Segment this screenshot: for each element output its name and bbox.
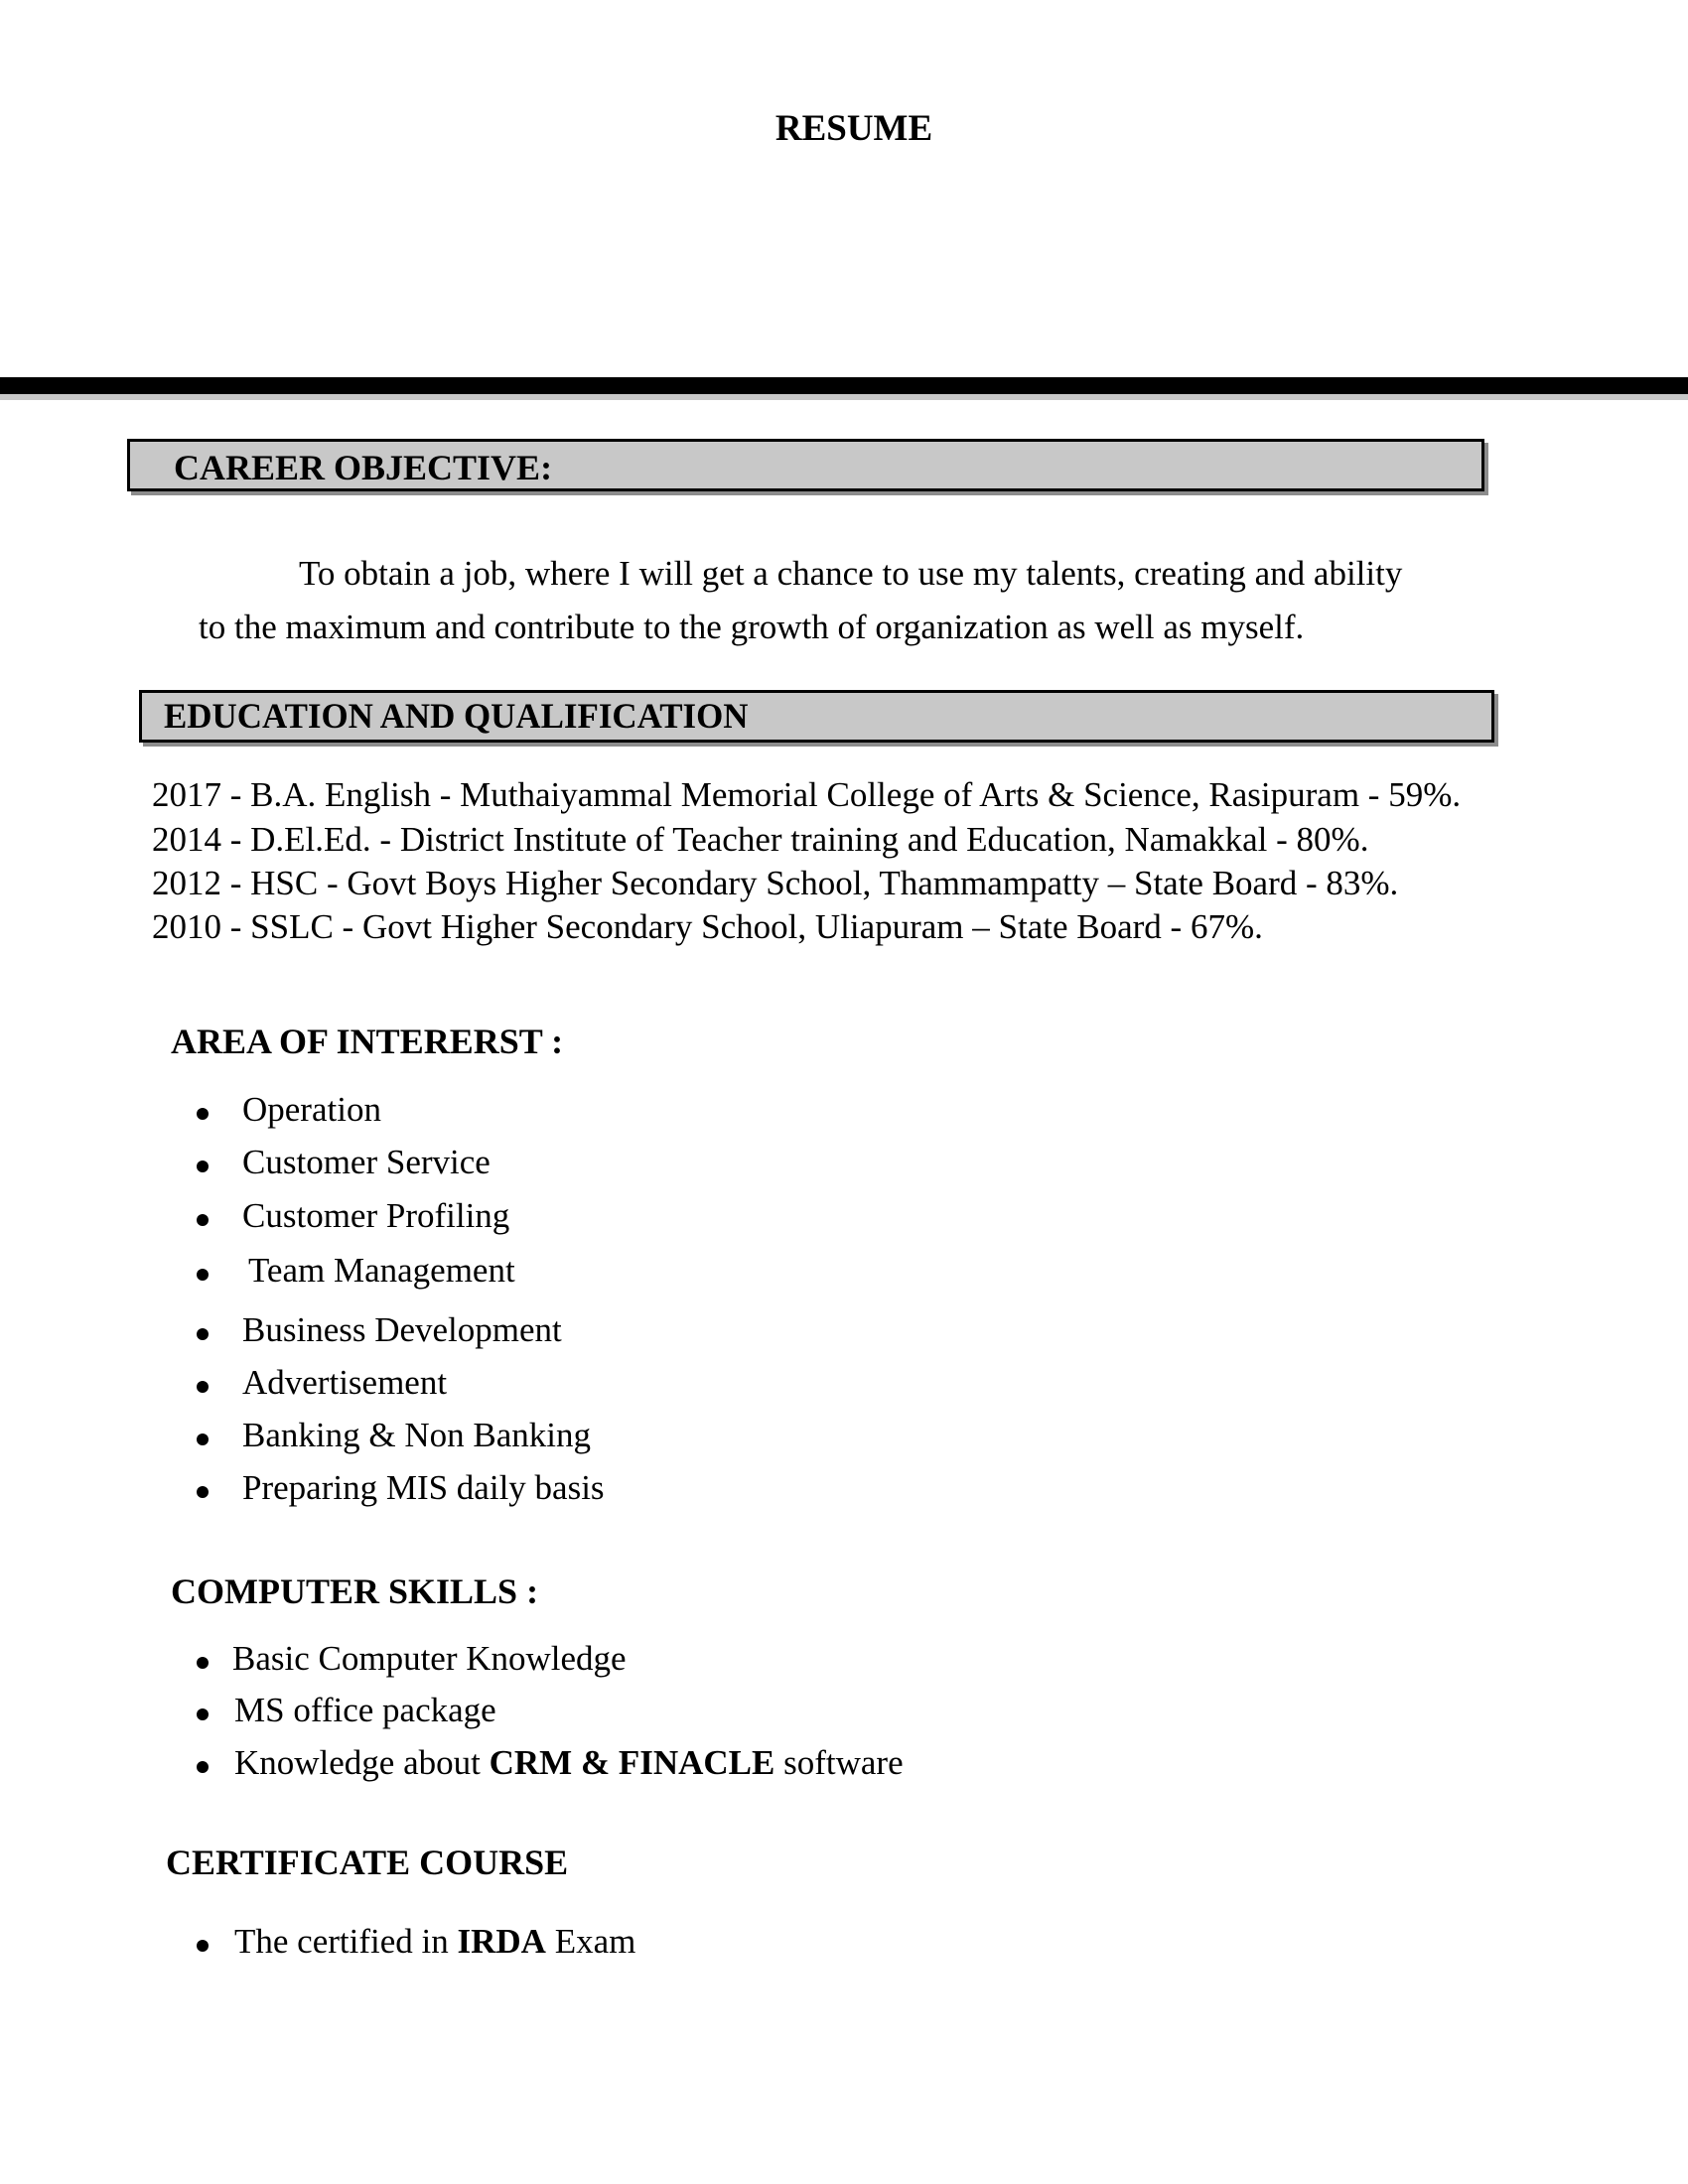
- certificate-item-prefix: The certified in: [234, 1922, 458, 1961]
- skill-item: MS office package: [234, 1691, 496, 1729]
- career-objective-line-1: To obtain a job, where I will get a chance to use my talents, creating and ability: [299, 554, 1403, 593]
- bullet-icon: [197, 1708, 209, 1720]
- career-objective-line-2: to the maximum and contribute to the growth of organization as well as myself.: [199, 608, 1305, 646]
- certificate-item-suffix: Exam: [545, 1922, 636, 1961]
- interest-item: Customer Profiling: [242, 1196, 510, 1235]
- document-title: RESUME: [774, 108, 933, 149]
- interest-item: Preparing MIS daily basis: [242, 1468, 605, 1507]
- bullet-icon: [197, 1108, 209, 1120]
- header-divider: [0, 377, 1688, 394]
- education-item: 2012 - HSC - Govt Boys Higher Secondary School, Thammampatty – State Board - 83%.: [152, 864, 1399, 902]
- career-objective-heading-box: [127, 439, 1484, 491]
- education-heading: EDUCATION AND QUALIFICATION: [164, 696, 749, 736]
- skill-item-suffix: software: [774, 1743, 904, 1782]
- interest-item: Operation: [242, 1090, 381, 1129]
- interest-item: Banking & Non Banking: [242, 1416, 591, 1454]
- bullet-icon: [197, 1214, 209, 1226]
- bullet-icon: [197, 1269, 209, 1281]
- certificate-item-bold: IRDA: [457, 1922, 546, 1961]
- computer-skills-heading: COMPUTER SKILLS :: [171, 1571, 539, 1611]
- interest-item: Advertisement: [242, 1363, 448, 1402]
- bullet-icon: [197, 1328, 209, 1340]
- education-heading-box: [139, 690, 1494, 743]
- interest-item: Business Development: [242, 1310, 562, 1349]
- education-item: 2014 - D.El.Ed. - District Institute of Teacher training and Education, Namakkal - 80%.: [152, 820, 1369, 859]
- bullet-icon: [197, 1486, 209, 1498]
- bullet-icon: [197, 1940, 209, 1952]
- bullet-icon: [197, 1657, 209, 1669]
- skill-item-bold: CRM & FINACLE: [489, 1743, 775, 1782]
- career-objective-heading: CAREER OBJECTIVE:: [174, 448, 553, 487]
- bullet-icon: [197, 1160, 209, 1172]
- certificate-course-heading: CERTIFICATE COURSE: [166, 1843, 569, 1882]
- bullet-icon: [197, 1381, 209, 1393]
- area-of-interest-heading: AREA OF INTERERST :: [171, 1022, 564, 1061]
- education-item: 2010 - SSLC - Govt Higher Secondary School, Uliapuram – State Board - 67%.: [152, 907, 1263, 946]
- skill-item: Basic Computer Knowledge: [232, 1639, 627, 1678]
- certificate-item: [234, 1922, 635, 1962]
- skill-item: [234, 1743, 904, 1783]
- education-item: 2017 - B.A. English - Muthaiyammal Memorial College of Arts & Science, Rasipuram - 59%.: [152, 775, 1462, 814]
- bullet-icon: [197, 1761, 209, 1773]
- bullet-icon: [197, 1433, 209, 1445]
- interest-item: Team Management: [248, 1251, 515, 1290]
- header-divider-shadow: [0, 394, 1688, 400]
- interest-item: Customer Service: [242, 1143, 491, 1181]
- skill-item-prefix: Knowledge about: [234, 1743, 490, 1782]
